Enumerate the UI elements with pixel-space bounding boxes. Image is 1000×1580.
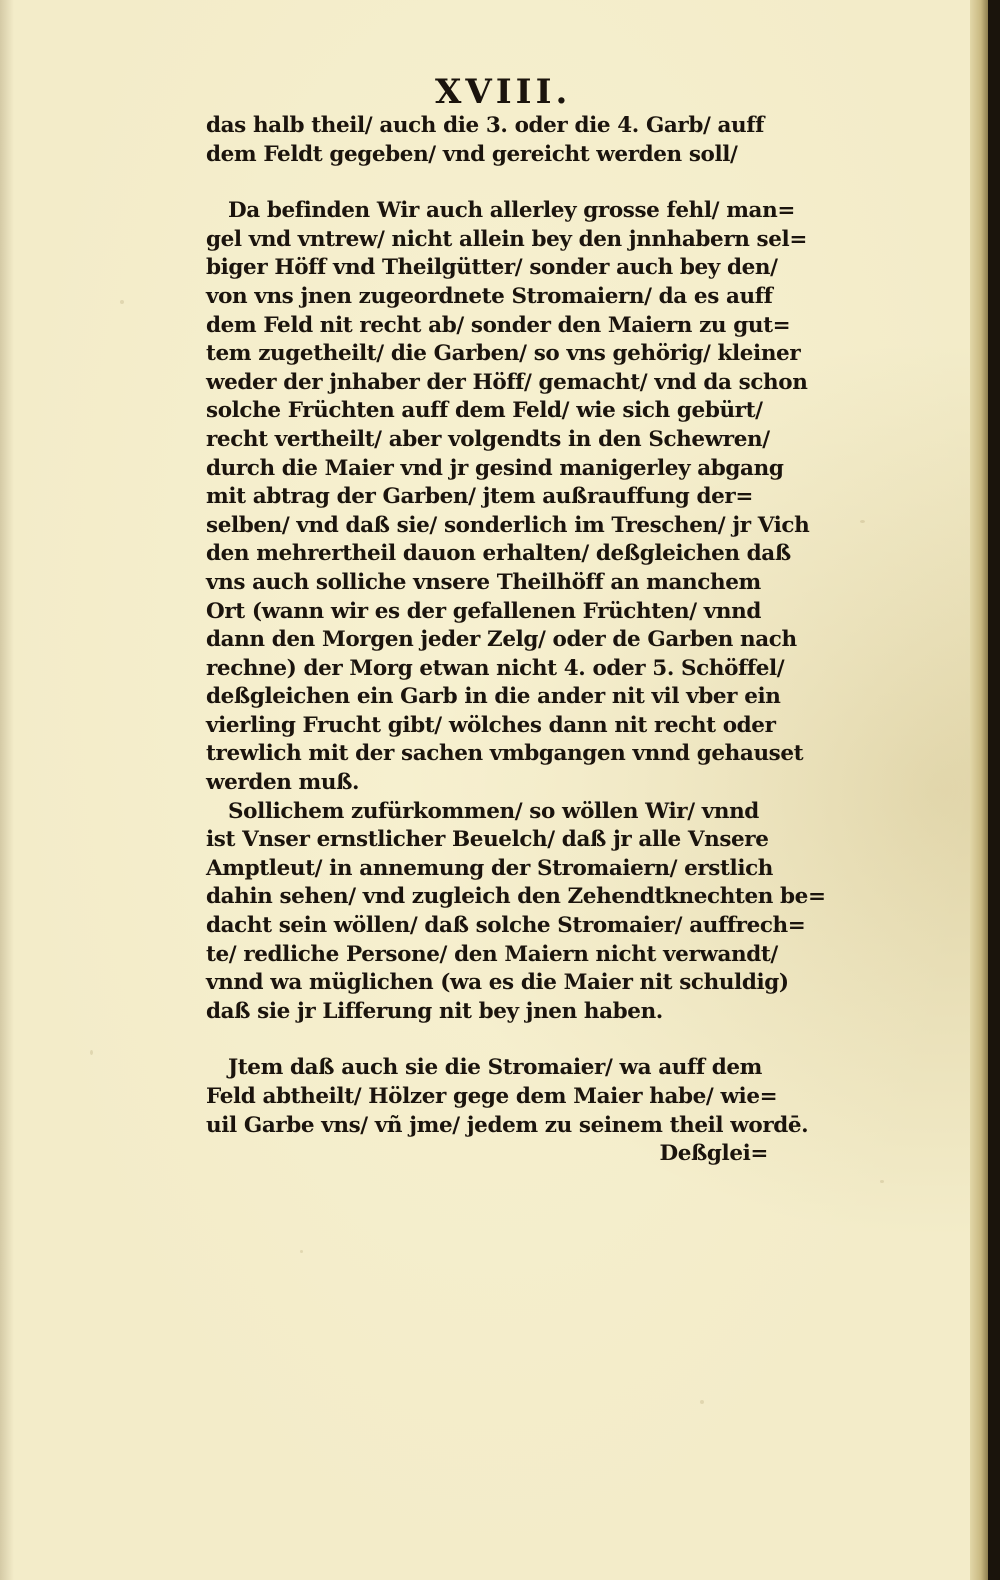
- spine-shadow: [0, 0, 14, 1580]
- catchword: Deßglei=: [659, 1141, 768, 1167]
- paper-fleck: [120, 300, 124, 304]
- paragraph-gap: [206, 169, 786, 197]
- paper-fleck: [860, 520, 865, 523]
- text-line: vierling Frucht gibt/ wölches dann nit recht oder: [206, 712, 776, 738]
- text-line: das halb theil/ auch die 3. oder die 4. Garb/ auff: [206, 113, 764, 138]
- text-line: Jtem daß auch sie die Stromaier/ wa auff dem: [228, 1055, 763, 1081]
- text-line: tem zugetheilt/ die Garben/ so vns gehörig/ kleiner: [206, 341, 801, 367]
- text-line: Sollichem zufürkommen/ so wöllen Wir/ vnnd: [228, 798, 759, 824]
- text-line: selben/ vnd daß sie/ sonderlich im Treschen/ jr Vich: [206, 512, 810, 538]
- paragraph: [206, 798, 826, 1027]
- text-line: Amptleut/ in annemung der Stromaiern/ erstlich: [206, 855, 774, 881]
- text-line: dacht sein wöllen/ daß solche Stromaier/ auffrech=: [206, 913, 806, 939]
- text-line: vns auch solliche vnsere Theilhöff an manchem: [206, 569, 761, 595]
- text-line: Ort (wann wir es der gefallenen Früchten/ vnnd: [206, 598, 761, 624]
- paper-fleck: [700, 1400, 704, 1404]
- text-line: werden muß.: [206, 770, 360, 796]
- paragraph: [206, 1054, 809, 1140]
- text-line: deßgleichen ein Garb in die ander nit vil vber ein: [206, 684, 781, 710]
- paragraph-gap: [206, 1026, 786, 1054]
- text-line: weder der jnhaber der Höff/ gemacht/ vnd da schon: [206, 369, 808, 395]
- folio-number: XVIII.: [435, 72, 572, 112]
- text-line: den mehrertheil dauon erhalten/ deßgleichen daß: [206, 541, 791, 567]
- paper-fleck: [880, 1180, 884, 1183]
- text-line: von vns jnen zugeordnete Stromaiern/ da es auff: [206, 283, 773, 309]
- text-line: solche Früchten auff dem Feld/ wie sich gebürt/: [206, 398, 763, 424]
- text-line: ist Vnser ernstlicher Beuelch/ daß jr alle Vnsere: [206, 827, 769, 853]
- text-line: mit abtrag der Garben/ jtem außrauffung der=: [206, 484, 753, 510]
- text-line: te/ redliche Persone/ den Maiern nicht verwandt/: [206, 941, 778, 967]
- text-line: durch die Maier vnd jr gesind manigerley abgang: [206, 455, 784, 481]
- text-line: dahin sehen/ vnd zugleich den Zehendtknechten be=: [206, 884, 826, 910]
- text-line: uil Garbe vns/ vñ jme/ jedem zu seinem theil wordē.: [206, 1112, 809, 1138]
- page-edge: [970, 0, 988, 1580]
- text-line: dann den Morgen jeder Zelg/ oder de Garben nach: [206, 627, 797, 653]
- text-line: dem Feld nit recht ab/ sonder den Maiern zu gut=: [206, 312, 791, 338]
- text-line: Feld abtheilt/ Hölzer gege dem Maier habe/ wie=: [206, 1084, 778, 1109]
- text-line: trewlich mit der sachen vmbgangen vnnd gehauset: [206, 741, 804, 767]
- paragraph: [206, 112, 786, 169]
- paragraph: [206, 197, 810, 797]
- text-line: gel vnd vntrew/ nicht allein bey den jnnhabern sel=: [206, 226, 807, 252]
- text-line: dem Feldt gegeben/ vnd gereicht werden soll/: [206, 141, 738, 167]
- text-line: vnnd wa müglichen (wa es die Maier nit schuldig): [206, 970, 789, 996]
- paper-fleck: [300, 1250, 303, 1253]
- paper-fleck: [90, 1050, 93, 1055]
- text-line: daß sie jr Lifferung nit bey jnen haben.: [206, 998, 663, 1024]
- text-line: Da befinden Wir auch allerley grosse fehl/ man=: [228, 198, 795, 224]
- body-text: [206, 112, 826, 1169]
- text-line: biger Höff vnd Theilgütter/ sonder auch bey den/: [206, 255, 778, 281]
- text-line: rechne) der Morg etwan nicht 4. oder 5. Schöffel/: [206, 655, 785, 681]
- text-line: recht vertheilt/ aber volgendts in den Schewren/: [206, 426, 770, 452]
